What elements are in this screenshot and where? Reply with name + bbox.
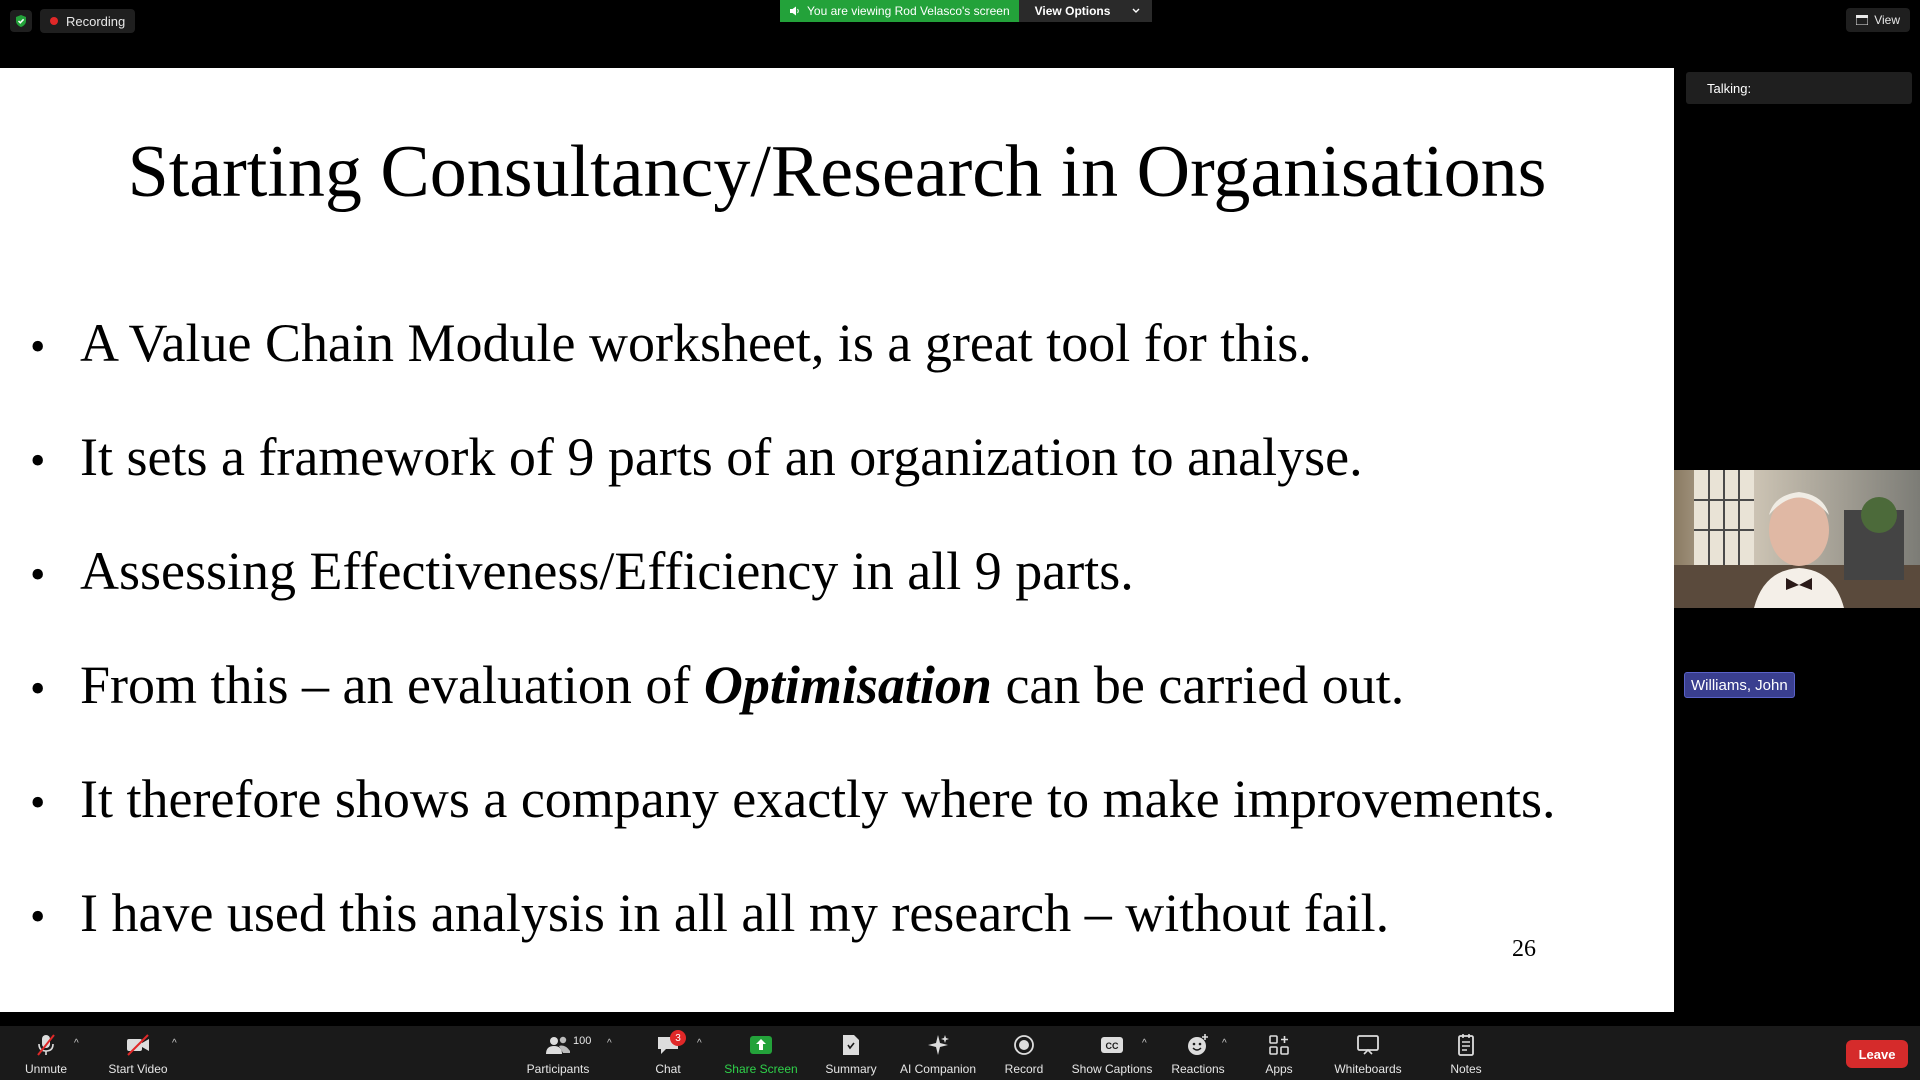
summary-button[interactable] [822,1026,880,1080]
view-button-label: View [1874,13,1900,27]
unmute-button[interactable] [22,1026,70,1080]
participants-options-chevron-up-icon[interactable]: ^ [607,1038,612,1049]
recording-label: Recording [66,13,126,29]
screen-share-banner [780,0,1152,22]
chat-options-chevron-up-icon[interactable]: ^ [697,1038,702,1049]
record-label: Record [1004,1062,1044,1076]
grid-view-icon [1856,15,1868,25]
bullet-marker: • [30,778,46,827]
viewing-indicator [780,0,1019,22]
bullet-item [30,426,1363,488]
share-screen-button[interactable] [724,1026,798,1080]
view-options-button[interactable] [1019,0,1153,22]
apps-label: Apps [1265,1062,1293,1076]
participants-icon [544,1032,572,1058]
bullet-text [80,654,1404,716]
start-video-button[interactable] [104,1026,172,1080]
security-shield-icon[interactable] [10,10,32,32]
notes-button[interactable] [1446,1026,1486,1080]
show-captions-button[interactable] [1070,1026,1154,1080]
whiteboard-icon [1354,1032,1382,1058]
participant-video-image [1674,470,1920,608]
participants-count: 100 [573,1035,592,1047]
whiteboards-label: Whiteboards [1334,1062,1402,1076]
participant-name-tag: Williams, John [1684,672,1795,698]
bullet-text: It therefore shows a company exactly where to make improvements. [80,769,1556,829]
closed-captions-icon [1098,1032,1126,1058]
bullet-item [30,654,1404,716]
bullet-marker: • [30,322,46,371]
meeting-toolbar [0,1026,1920,1080]
reactions-options-chevron-up-icon[interactable]: ^ [1222,1038,1227,1049]
video-options-chevron-up-icon[interactable]: ^ [172,1038,177,1049]
ai-companion-label: AI Companion [899,1062,977,1076]
participants-label: Participants [526,1062,590,1076]
bullet-item [30,312,1312,374]
participants-side-panel [1674,68,1920,1012]
sparkle-icon [924,1032,952,1058]
muted-microphone-icon [32,1032,60,1058]
participant-video-tile[interactable] [1674,470,1920,608]
bullet-text: I have used this analysis in all all my research – without fail. [80,883,1390,943]
bullet-text: A Value Chain Module worksheet, is a great tool for this. [80,313,1312,373]
bullet-marker: • [30,664,46,713]
summary-document-icon [837,1032,865,1058]
shared-screen-slide [0,68,1674,1012]
recording-indicator[interactable] [40,9,135,33]
chat-unread-badge: 3 [670,1030,686,1046]
slide-title: Starting Consultancy/Research in Organisations [127,131,1547,213]
bullet-text-before: From this – an evaluation of [80,655,704,715]
video-off-icon [124,1032,152,1058]
reactions-label: Reactions [1171,1062,1225,1076]
bullet-marker: • [30,550,46,599]
unmute-label: Unmute [24,1062,68,1076]
view-button[interactable] [1846,8,1910,32]
bullet-marker: • [30,436,46,485]
viewing-text: You are viewing Rod Velasco's screen [807,4,1010,18]
summary-label: Summary [825,1062,877,1076]
bullet-emphasis: Optimisation [703,655,992,715]
bullet-text-after: can be carried out. [991,655,1405,715]
top-bar [0,0,1920,68]
bullet-text: Assessing Effectiveness/Efficiency in all 9 parts. [80,541,1134,601]
chat-label: Chat [655,1062,681,1076]
leave-button[interactable]: Leave [1846,1040,1908,1068]
recording-dot-icon [50,17,58,25]
bullet-item [30,540,1134,602]
bullet-item [30,882,1389,944]
share-screen-icon [747,1032,775,1058]
svg-text:CC: CC [1105,1041,1119,1051]
record-icon [1010,1032,1038,1058]
slide-page-number: 26 [1512,936,1536,962]
notes-label: Notes [1450,1062,1482,1076]
captions-options-chevron-up-icon[interactable]: ^ [1142,1038,1147,1049]
reactions-button[interactable] [1170,1026,1226,1080]
share-screen-label: Share Screen [724,1062,798,1076]
apps-button[interactable] [1260,1026,1298,1080]
whiteboards-button[interactable] [1332,1026,1404,1080]
view-options-label: View Options [1034,4,1111,18]
notes-icon [1452,1032,1480,1058]
record-button[interactable] [1002,1026,1046,1080]
apps-grid-icon [1265,1032,1293,1058]
smiley-plus-icon [1184,1032,1212,1058]
chevron-down-icon [1132,8,1140,14]
ai-companion-button[interactable] [898,1026,978,1080]
bullet-text: It sets a framework of 9 parts of an organization to analyse. [80,427,1363,487]
start-video-label: Start Video [108,1062,168,1076]
bullet-marker: • [30,892,46,941]
bullet-item [30,768,1555,830]
show-captions-label: Show Captions [1071,1062,1153,1076]
speaker-icon [789,5,801,17]
audio-options-chevron-up-icon[interactable]: ^ [74,1038,79,1049]
talking-indicator: Talking: [1686,72,1912,104]
